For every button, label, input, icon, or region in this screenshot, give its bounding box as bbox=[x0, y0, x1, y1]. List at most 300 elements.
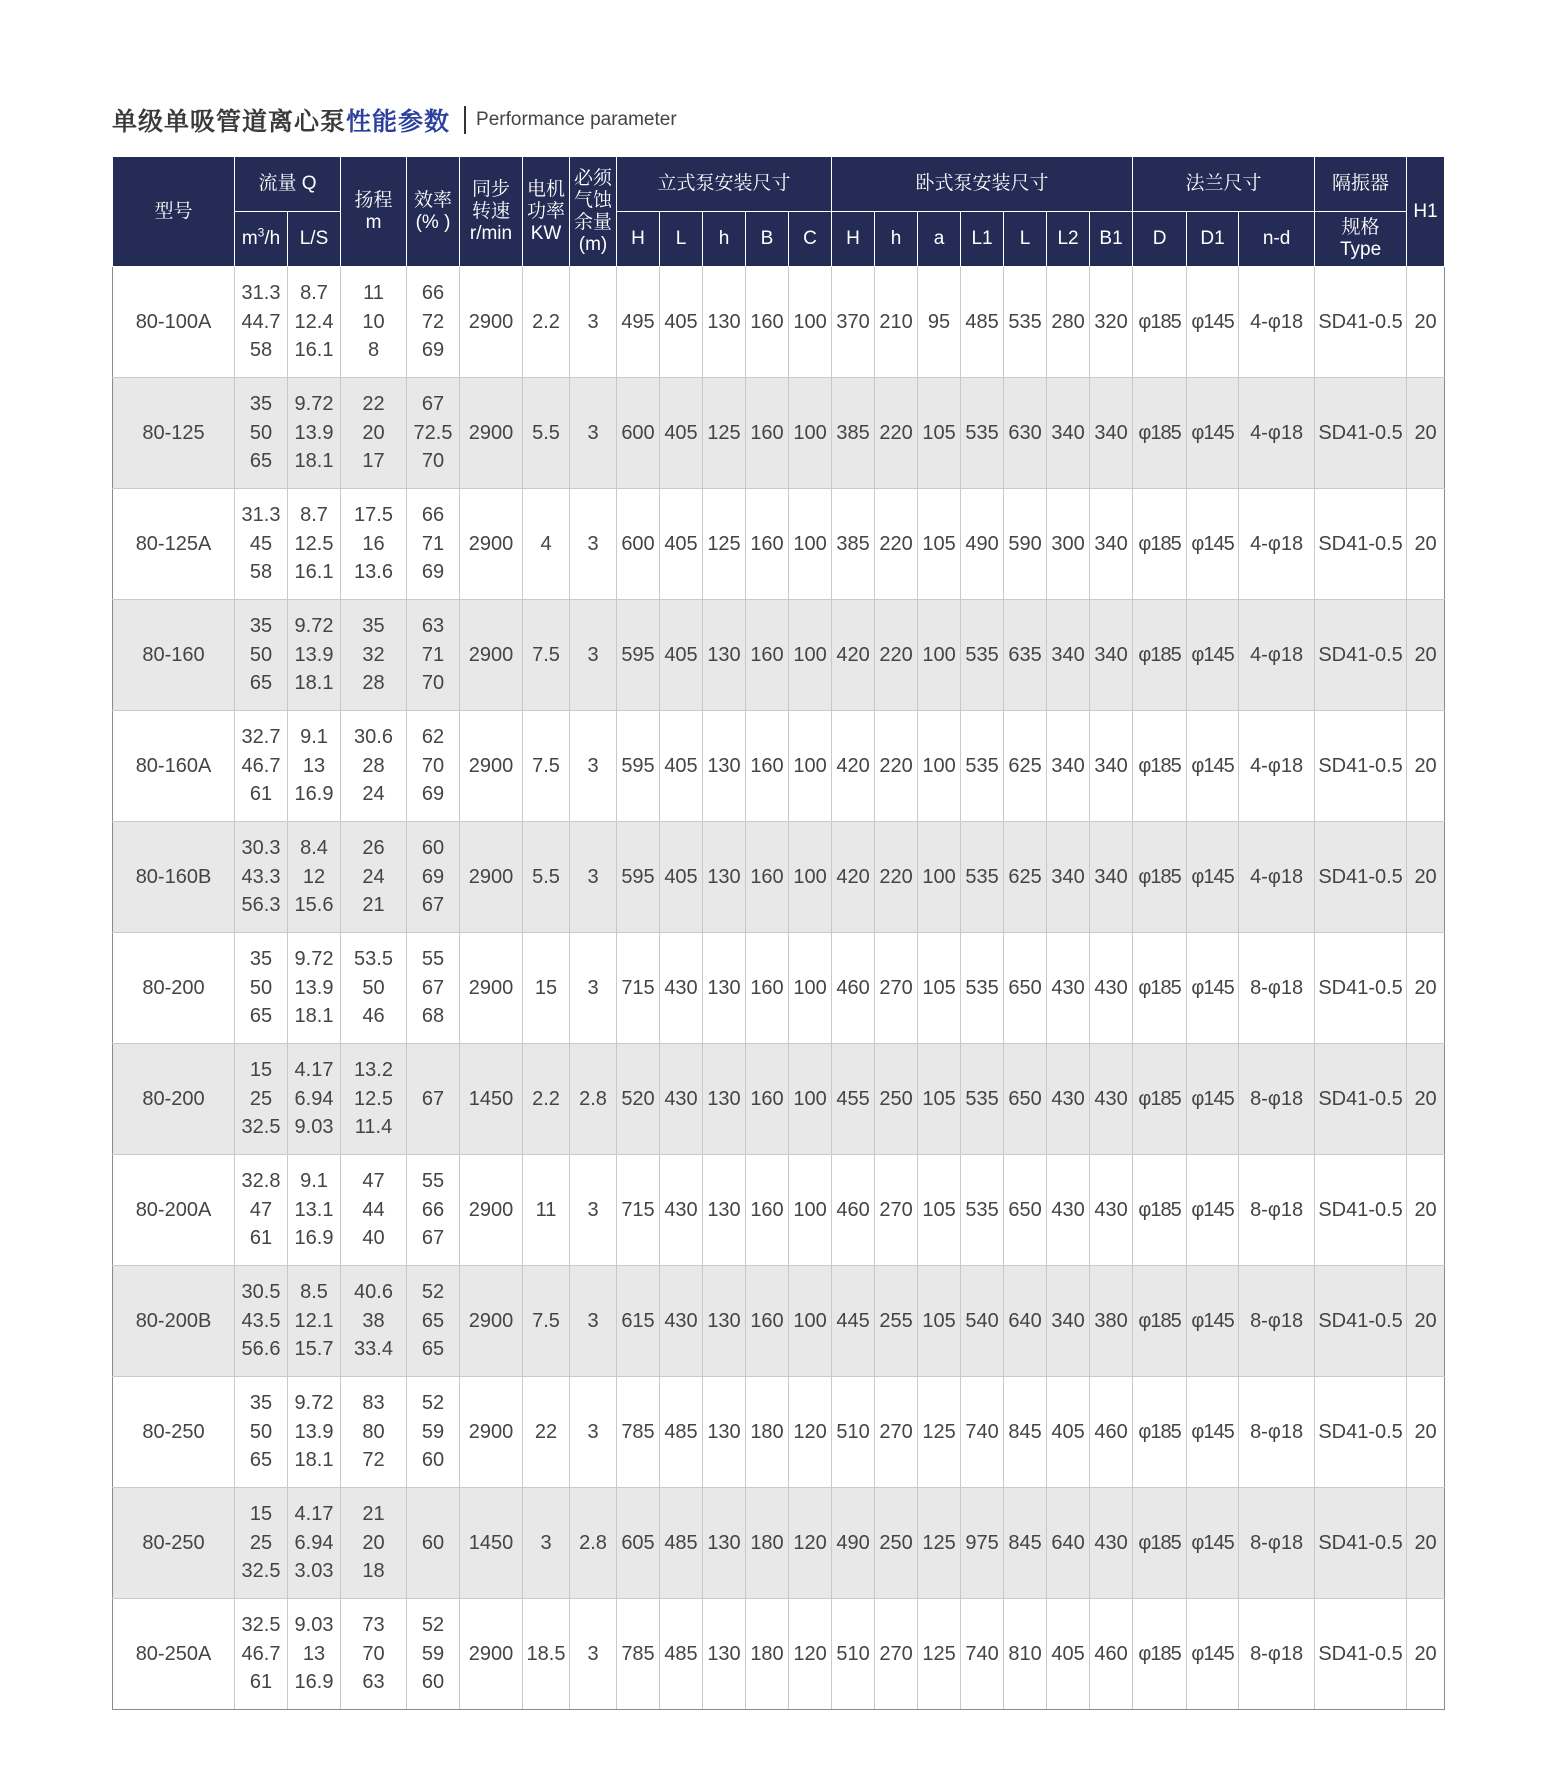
cell-npsh: 3 bbox=[570, 1266, 617, 1377]
cell-horizontal-dim: 975 bbox=[961, 1488, 1004, 1599]
cell-vertical-dim: 785 bbox=[617, 1599, 660, 1710]
cell-flange-dim: 8-φ18 bbox=[1239, 1488, 1315, 1599]
cell-horizontal-dim: 340 bbox=[1090, 711, 1133, 822]
cell-horizontal-dim: 535 bbox=[1004, 267, 1047, 378]
cell-npsh: 3 bbox=[570, 822, 617, 933]
cell-power: 2.2 bbox=[523, 267, 570, 378]
cell-vertical-dim: 160 bbox=[746, 378, 789, 489]
cell-efficiency: 62 70 69 bbox=[407, 711, 460, 822]
cell-isolator-type: SD41-0.5 bbox=[1315, 1266, 1407, 1377]
cell-horizontal-dim: 650 bbox=[1004, 933, 1047, 1044]
cell-flow-ls: 9.03 13 16.9 bbox=[288, 1599, 341, 1710]
cell-vertical-dim: 130 bbox=[703, 600, 746, 711]
cell-horizontal-dim: 485 bbox=[961, 267, 1004, 378]
cell-vertical-dim: 100 bbox=[789, 822, 832, 933]
cell-flow-m3h: 32.7 46.7 61 bbox=[235, 711, 288, 822]
cell-npsh: 3 bbox=[570, 933, 617, 1044]
cell-horizontal-dim: 535 bbox=[961, 600, 1004, 711]
cell-horizontal-dim: 105 bbox=[918, 933, 961, 1044]
table-row bbox=[113, 1044, 1445, 1155]
cell-vertical-dim: 100 bbox=[789, 600, 832, 711]
cell-flow-m3h: 30.3 43.3 56.3 bbox=[235, 822, 288, 933]
cell-efficiency: 66 72 69 bbox=[407, 267, 460, 378]
cell-vertical-dim: 600 bbox=[617, 489, 660, 600]
cell-flange-dim: φ145 bbox=[1187, 1488, 1239, 1599]
cell-horizontal-dim: 105 bbox=[918, 1155, 961, 1266]
cell-head: 47 44 40 bbox=[341, 1155, 407, 1266]
cell-vertical-dim: 180 bbox=[746, 1488, 789, 1599]
cell-horizontal-dim: 455 bbox=[832, 1044, 875, 1155]
cell-horizontal-dim: 100 bbox=[918, 711, 961, 822]
cell-power: 15 bbox=[523, 933, 570, 1044]
cell-npsh: 2.8 bbox=[570, 1488, 617, 1599]
cell-vertical-dim: 100 bbox=[789, 1266, 832, 1377]
cell-horizontal-dim: 535 bbox=[961, 378, 1004, 489]
cell-power: 7.5 bbox=[523, 600, 570, 711]
cell-vertical-dim: 120 bbox=[789, 1377, 832, 1488]
cell-speed: 2900 bbox=[460, 489, 523, 600]
cell-horizontal-dim: 650 bbox=[1004, 1044, 1047, 1155]
table-row bbox=[113, 1155, 1445, 1266]
cell-efficiency: 55 66 67 bbox=[407, 1155, 460, 1266]
cell-flange-dim: 8-φ18 bbox=[1239, 1044, 1315, 1155]
cell-horizontal-dim: 220 bbox=[875, 489, 918, 600]
cell-flow-m3h: 32.5 46.7 61 bbox=[235, 1599, 288, 1710]
cell-power: 4 bbox=[523, 489, 570, 600]
cell-speed: 2900 bbox=[460, 378, 523, 489]
cell-horizontal-dim: 625 bbox=[1004, 711, 1047, 822]
cell-model: 80-200B bbox=[113, 1266, 235, 1377]
cell-horizontal-dim: 210 bbox=[875, 267, 918, 378]
cell-flow-ls: 9.1 13.1 16.9 bbox=[288, 1155, 341, 1266]
cell-head: 13.2 12.5 11.4 bbox=[341, 1044, 407, 1155]
cell-horizontal-dim: 320 bbox=[1090, 267, 1133, 378]
cell-horizontal-dim: 420 bbox=[832, 711, 875, 822]
cell-vertical-dim: 160 bbox=[746, 1266, 789, 1377]
cell-vertical-dim: 130 bbox=[703, 1044, 746, 1155]
cell-vertical-dim: 600 bbox=[617, 378, 660, 489]
cell-vertical-dim: 430 bbox=[660, 933, 703, 1044]
cell-horizontal-dim: 340 bbox=[1047, 378, 1090, 489]
cell-h1: 20 bbox=[1407, 1044, 1445, 1155]
header-isolator-type: 规格 Type bbox=[1315, 212, 1407, 267]
cell-npsh: 3 bbox=[570, 1599, 617, 1710]
page-title bbox=[112, 102, 677, 138]
cell-flange-dim: 8-φ18 bbox=[1239, 1155, 1315, 1266]
cell-flange-dim: 4-φ18 bbox=[1239, 600, 1315, 711]
cell-efficiency: 67 bbox=[407, 1044, 460, 1155]
header-h-L: L bbox=[1004, 212, 1047, 267]
cell-speed: 2900 bbox=[460, 711, 523, 822]
header-h-a: a bbox=[918, 212, 961, 267]
title-chinese bbox=[112, 102, 450, 138]
cell-horizontal-dim: 535 bbox=[961, 822, 1004, 933]
table-row bbox=[113, 1266, 1445, 1377]
header-v-C: C bbox=[789, 212, 832, 267]
cell-flange-dim: φ185 bbox=[1133, 1488, 1187, 1599]
cell-horizontal-dim: 640 bbox=[1004, 1266, 1047, 1377]
cell-model: 80-160A bbox=[113, 711, 235, 822]
cell-h1: 20 bbox=[1407, 1155, 1445, 1266]
cell-horizontal-dim: 625 bbox=[1004, 822, 1047, 933]
cell-head: 53.5 50 46 bbox=[341, 933, 407, 1044]
cell-horizontal-dim: 510 bbox=[832, 1599, 875, 1710]
cell-horizontal-dim: 340 bbox=[1090, 489, 1133, 600]
cell-flange-dim: φ145 bbox=[1187, 489, 1239, 600]
cell-vertical-dim: 130 bbox=[703, 267, 746, 378]
cell-npsh: 3 bbox=[570, 711, 617, 822]
header-v-H: H bbox=[617, 212, 660, 267]
cell-horizontal-dim: 125 bbox=[918, 1488, 961, 1599]
title-divider bbox=[464, 106, 466, 134]
cell-npsh: 2.8 bbox=[570, 1044, 617, 1155]
cell-flange-dim: 8-φ18 bbox=[1239, 1599, 1315, 1710]
cell-model: 80-160B bbox=[113, 822, 235, 933]
cell-flange-dim: 8-φ18 bbox=[1239, 1266, 1315, 1377]
cell-head: 40.6 38 33.4 bbox=[341, 1266, 407, 1377]
cell-horizontal-dim: 420 bbox=[832, 822, 875, 933]
cell-horizontal-dim: 640 bbox=[1047, 1488, 1090, 1599]
header-efficiency: 效率 (% ) bbox=[407, 157, 460, 267]
cell-head: 35 32 28 bbox=[341, 600, 407, 711]
cell-vertical-dim: 130 bbox=[703, 711, 746, 822]
cell-flange-dim: φ145 bbox=[1187, 711, 1239, 822]
cell-horizontal-dim: 535 bbox=[961, 933, 1004, 1044]
cell-model: 80-160 bbox=[113, 600, 235, 711]
cell-vertical-dim: 520 bbox=[617, 1044, 660, 1155]
cell-head: 22 20 17 bbox=[341, 378, 407, 489]
cell-flange-dim: 4-φ18 bbox=[1239, 711, 1315, 822]
cell-flange-dim: φ145 bbox=[1187, 1266, 1239, 1377]
cell-efficiency: 60 69 67 bbox=[407, 822, 460, 933]
cell-isolator-type: SD41-0.5 bbox=[1315, 600, 1407, 711]
performance-table bbox=[112, 156, 1445, 1710]
cell-model: 80-125 bbox=[113, 378, 235, 489]
cell-horizontal-dim: 405 bbox=[1047, 1377, 1090, 1488]
cell-flow-m3h: 35 50 65 bbox=[235, 933, 288, 1044]
cell-horizontal-dim: 385 bbox=[832, 489, 875, 600]
table-row bbox=[113, 1488, 1445, 1599]
table-row bbox=[113, 267, 1445, 378]
header-npsh: 必须 气蚀 余量 (m) bbox=[570, 157, 617, 267]
cell-vertical-dim: 405 bbox=[660, 378, 703, 489]
cell-horizontal-dim: 105 bbox=[918, 1044, 961, 1155]
cell-vertical-dim: 180 bbox=[746, 1599, 789, 1710]
cell-vertical-dim: 125 bbox=[703, 489, 746, 600]
cell-vertical-dim: 100 bbox=[789, 711, 832, 822]
cell-horizontal-dim: 430 bbox=[1047, 1155, 1090, 1266]
cell-h1: 20 bbox=[1407, 489, 1445, 600]
cell-efficiency: 67 72.5 70 bbox=[407, 378, 460, 489]
cell-isolator-type: SD41-0.5 bbox=[1315, 1044, 1407, 1155]
cell-flange-dim: φ185 bbox=[1133, 489, 1187, 600]
cell-flow-ls: 8.5 12.1 15.7 bbox=[288, 1266, 341, 1377]
cell-power: 11 bbox=[523, 1155, 570, 1266]
cell-isolator-type: SD41-0.5 bbox=[1315, 933, 1407, 1044]
cell-model: 80-200 bbox=[113, 933, 235, 1044]
header-v-h: h bbox=[703, 212, 746, 267]
cell-horizontal-dim: 340 bbox=[1047, 600, 1090, 711]
cell-horizontal-dim: 460 bbox=[832, 933, 875, 1044]
cell-horizontal-dim: 460 bbox=[832, 1155, 875, 1266]
cell-flange-dim: φ185 bbox=[1133, 378, 1187, 489]
header-flow-m3h: $m^3/h$ bbox=[235, 212, 288, 267]
cell-horizontal-dim: 380 bbox=[1090, 1266, 1133, 1377]
header-f-nd: n-d bbox=[1239, 212, 1315, 267]
cell-vertical-dim: 715 bbox=[617, 933, 660, 1044]
cell-horizontal-dim: 650 bbox=[1004, 1155, 1047, 1266]
cell-horizontal-dim: 845 bbox=[1004, 1377, 1047, 1488]
cell-horizontal-dim: 535 bbox=[961, 711, 1004, 822]
header-power: 电机 功率 KW bbox=[523, 157, 570, 267]
header-flow-ls: L/S bbox=[288, 212, 341, 267]
table-row bbox=[113, 378, 1445, 489]
cell-flange-dim: 4-φ18 bbox=[1239, 378, 1315, 489]
cell-power: 2.2 bbox=[523, 1044, 570, 1155]
cell-horizontal-dim: 125 bbox=[918, 1377, 961, 1488]
header-h-B1: B1 bbox=[1090, 212, 1133, 267]
cell-isolator-type: SD41-0.5 bbox=[1315, 1599, 1407, 1710]
cell-efficiency: 52 65 65 bbox=[407, 1266, 460, 1377]
cell-efficiency: 63 71 70 bbox=[407, 600, 460, 711]
cell-speed: 2900 bbox=[460, 1266, 523, 1377]
cell-npsh: 3 bbox=[570, 1377, 617, 1488]
cell-horizontal-dim: 270 bbox=[875, 933, 918, 1044]
header-h-L1: L1 bbox=[961, 212, 1004, 267]
cell-vertical-dim: 125 bbox=[703, 378, 746, 489]
cell-horizontal-dim: 510 bbox=[832, 1377, 875, 1488]
cell-vertical-dim: 100 bbox=[789, 933, 832, 1044]
cell-model: 80-250 bbox=[113, 1377, 235, 1488]
cell-isolator-type: SD41-0.5 bbox=[1315, 822, 1407, 933]
cell-horizontal-dim: 95 bbox=[918, 267, 961, 378]
header-horizontal-group: 卧式泵安装尺寸 bbox=[832, 157, 1133, 212]
cell-flange-dim: φ145 bbox=[1187, 1044, 1239, 1155]
cell-flange-dim: 4-φ18 bbox=[1239, 822, 1315, 933]
cell-horizontal-dim: 490 bbox=[961, 489, 1004, 600]
cell-flange-dim: φ145 bbox=[1187, 267, 1239, 378]
cell-horizontal-dim: 300 bbox=[1047, 489, 1090, 600]
cell-h1: 20 bbox=[1407, 1266, 1445, 1377]
cell-vertical-dim: 130 bbox=[703, 1377, 746, 1488]
cell-vertical-dim: 100 bbox=[789, 267, 832, 378]
cell-vertical-dim: 160 bbox=[746, 933, 789, 1044]
cell-h1: 20 bbox=[1407, 1377, 1445, 1488]
cell-vertical-dim: 100 bbox=[789, 489, 832, 600]
cell-horizontal-dim: 105 bbox=[918, 378, 961, 489]
cell-h1: 20 bbox=[1407, 600, 1445, 711]
cell-flange-dim: φ185 bbox=[1133, 822, 1187, 933]
cell-horizontal-dim: 270 bbox=[875, 1377, 918, 1488]
cell-horizontal-dim: 270 bbox=[875, 1599, 918, 1710]
cell-horizontal-dim: 430 bbox=[1090, 1155, 1133, 1266]
cell-horizontal-dim: 250 bbox=[875, 1488, 918, 1599]
cell-vertical-dim: 100 bbox=[789, 378, 832, 489]
cell-efficiency: 66 71 69 bbox=[407, 489, 460, 600]
cell-horizontal-dim: 740 bbox=[961, 1377, 1004, 1488]
cell-flow-ls: 4.17 6.94 3.03 bbox=[288, 1488, 341, 1599]
cell-horizontal-dim: 370 bbox=[832, 267, 875, 378]
cell-horizontal-dim: 280 bbox=[1047, 267, 1090, 378]
cell-horizontal-dim: 405 bbox=[1047, 1599, 1090, 1710]
header-f-D: D bbox=[1133, 212, 1187, 267]
cell-model: 80-200A bbox=[113, 1155, 235, 1266]
cell-flow-ls: 9.72 13.9 18.1 bbox=[288, 600, 341, 711]
cell-horizontal-dim: 460 bbox=[1090, 1599, 1133, 1710]
cell-horizontal-dim: 430 bbox=[1090, 1044, 1133, 1155]
cell-power: 5.5 bbox=[523, 822, 570, 933]
cell-vertical-dim: 485 bbox=[660, 1377, 703, 1488]
table-row bbox=[113, 822, 1445, 933]
cell-speed: 2900 bbox=[460, 267, 523, 378]
cell-vertical-dim: 130 bbox=[703, 1488, 746, 1599]
cell-efficiency: 52 59 60 bbox=[407, 1599, 460, 1710]
cell-flange-dim: φ185 bbox=[1133, 1044, 1187, 1155]
cell-isolator-type: SD41-0.5 bbox=[1315, 378, 1407, 489]
cell-flow-m3h: 31.3 44.7 58 bbox=[235, 267, 288, 378]
cell-power: 7.5 bbox=[523, 711, 570, 822]
cell-h1: 20 bbox=[1407, 378, 1445, 489]
cell-vertical-dim: 130 bbox=[703, 822, 746, 933]
cell-flange-dim: 8-φ18 bbox=[1239, 1377, 1315, 1488]
cell-flow-ls: 8.7 12.4 16.1 bbox=[288, 267, 341, 378]
cell-flow-ls: 9.1 13 16.9 bbox=[288, 711, 341, 822]
cell-flow-m3h: 30.5 43.5 56.6 bbox=[235, 1266, 288, 1377]
cell-flange-dim: φ145 bbox=[1187, 822, 1239, 933]
cell-h1: 20 bbox=[1407, 1599, 1445, 1710]
cell-horizontal-dim: 445 bbox=[832, 1266, 875, 1377]
cell-vertical-dim: 160 bbox=[746, 1155, 789, 1266]
cell-vertical-dim: 430 bbox=[660, 1155, 703, 1266]
cell-flange-dim: 4-φ18 bbox=[1239, 267, 1315, 378]
cell-speed: 2900 bbox=[460, 600, 523, 711]
cell-vertical-dim: 485 bbox=[660, 1599, 703, 1710]
cell-horizontal-dim: 490 bbox=[832, 1488, 875, 1599]
cell-vertical-dim: 430 bbox=[660, 1266, 703, 1377]
cell-horizontal-dim: 220 bbox=[875, 711, 918, 822]
cell-head: 30.6 28 24 bbox=[341, 711, 407, 822]
cell-head: 73 70 63 bbox=[341, 1599, 407, 1710]
cell-flow-m3h: 15 25 32.5 bbox=[235, 1044, 288, 1155]
cell-vertical-dim: 485 bbox=[660, 1488, 703, 1599]
cell-horizontal-dim: 340 bbox=[1090, 822, 1133, 933]
cell-power: 22 bbox=[523, 1377, 570, 1488]
cell-horizontal-dim: 340 bbox=[1047, 711, 1090, 822]
cell-isolator-type: SD41-0.5 bbox=[1315, 267, 1407, 378]
cell-flange-dim: φ185 bbox=[1133, 1377, 1187, 1488]
cell-vertical-dim: 615 bbox=[617, 1266, 660, 1377]
header-vertical-group: 立式泵安装尺寸 bbox=[617, 157, 832, 212]
cell-vertical-dim: 130 bbox=[703, 1266, 746, 1377]
cell-horizontal-dim: 255 bbox=[875, 1266, 918, 1377]
cell-isolator-type: SD41-0.5 bbox=[1315, 711, 1407, 822]
cell-speed: 2900 bbox=[460, 933, 523, 1044]
cell-flow-m3h: 35 50 65 bbox=[235, 1377, 288, 1488]
cell-model: 80-200 bbox=[113, 1044, 235, 1155]
cell-vertical-dim: 405 bbox=[660, 711, 703, 822]
cell-horizontal-dim: 340 bbox=[1090, 378, 1133, 489]
header-isolator-group: 隔振器 bbox=[1315, 157, 1407, 212]
cell-npsh: 3 bbox=[570, 1155, 617, 1266]
header-head: 扬程 m bbox=[341, 157, 407, 267]
cell-horizontal-dim: 845 bbox=[1004, 1488, 1047, 1599]
cell-flange-dim: φ185 bbox=[1133, 933, 1187, 1044]
cell-horizontal-dim: 430 bbox=[1047, 1044, 1090, 1155]
cell-h1: 20 bbox=[1407, 267, 1445, 378]
header-row-2 bbox=[113, 212, 1445, 267]
cell-npsh: 3 bbox=[570, 267, 617, 378]
cell-horizontal-dim: 270 bbox=[875, 1155, 918, 1266]
cell-power: 18.5 bbox=[523, 1599, 570, 1710]
cell-flow-ls: 9.72 13.9 18.1 bbox=[288, 933, 341, 1044]
cell-horizontal-dim: 740 bbox=[961, 1599, 1004, 1710]
cell-vertical-dim: 130 bbox=[703, 933, 746, 1044]
cell-speed: 2900 bbox=[460, 1599, 523, 1710]
cell-model: 80-125A bbox=[113, 489, 235, 600]
cell-horizontal-dim: 105 bbox=[918, 1266, 961, 1377]
header-h1: H1 bbox=[1407, 157, 1445, 267]
header-h-H: H bbox=[832, 212, 875, 267]
cell-vertical-dim: 495 bbox=[617, 267, 660, 378]
cell-horizontal-dim: 220 bbox=[875, 822, 918, 933]
cell-model: 80-100A bbox=[113, 267, 235, 378]
cell-vertical-dim: 595 bbox=[617, 711, 660, 822]
cell-flange-dim: φ145 bbox=[1187, 378, 1239, 489]
cell-horizontal-dim: 250 bbox=[875, 1044, 918, 1155]
table-row bbox=[113, 933, 1445, 1044]
cell-h1: 20 bbox=[1407, 933, 1445, 1044]
cell-horizontal-dim: 340 bbox=[1047, 1266, 1090, 1377]
cell-horizontal-dim: 535 bbox=[961, 1155, 1004, 1266]
cell-horizontal-dim: 220 bbox=[875, 600, 918, 711]
cell-flange-dim: φ145 bbox=[1187, 933, 1239, 1044]
cell-vertical-dim: 130 bbox=[703, 1599, 746, 1710]
cell-model: 80-250A bbox=[113, 1599, 235, 1710]
cell-horizontal-dim: 220 bbox=[875, 378, 918, 489]
cell-flow-m3h: 31.3 45 58 bbox=[235, 489, 288, 600]
cell-flange-dim: φ185 bbox=[1133, 267, 1187, 378]
cell-vertical-dim: 405 bbox=[660, 489, 703, 600]
cell-vertical-dim: 595 bbox=[617, 600, 660, 711]
cell-vertical-dim: 160 bbox=[746, 1044, 789, 1155]
cell-horizontal-dim: 430 bbox=[1047, 933, 1090, 1044]
cell-horizontal-dim: 125 bbox=[918, 1599, 961, 1710]
cell-horizontal-dim: 430 bbox=[1090, 1488, 1133, 1599]
table-row bbox=[113, 1377, 1445, 1488]
cell-power: 7.5 bbox=[523, 1266, 570, 1377]
cell-model: 80-250 bbox=[113, 1488, 235, 1599]
cell-horizontal-dim: 100 bbox=[918, 600, 961, 711]
cell-npsh: 3 bbox=[570, 600, 617, 711]
cell-horizontal-dim: 635 bbox=[1004, 600, 1047, 711]
cell-flow-ls: 8.4 12 15.6 bbox=[288, 822, 341, 933]
cell-flange-dim: φ185 bbox=[1133, 711, 1187, 822]
table-row bbox=[113, 489, 1445, 600]
header-model: 型号 bbox=[113, 157, 235, 267]
title-highlight: 性能参数 bbox=[346, 107, 451, 136]
cell-flow-m3h: 32.8 47 61 bbox=[235, 1155, 288, 1266]
cell-flange-dim: φ145 bbox=[1187, 1599, 1239, 1710]
cell-flange-dim: 4-φ18 bbox=[1239, 489, 1315, 600]
table-row bbox=[113, 1599, 1445, 1710]
header-h-h: h bbox=[875, 212, 918, 267]
cell-head: 26 24 21 bbox=[341, 822, 407, 933]
cell-npsh: 3 bbox=[570, 378, 617, 489]
header-speed: 同步 转速 r/min bbox=[460, 157, 523, 267]
header-flow: 流量 Q bbox=[235, 157, 341, 212]
cell-vertical-dim: 100 bbox=[789, 1155, 832, 1266]
cell-efficiency: 52 59 60 bbox=[407, 1377, 460, 1488]
